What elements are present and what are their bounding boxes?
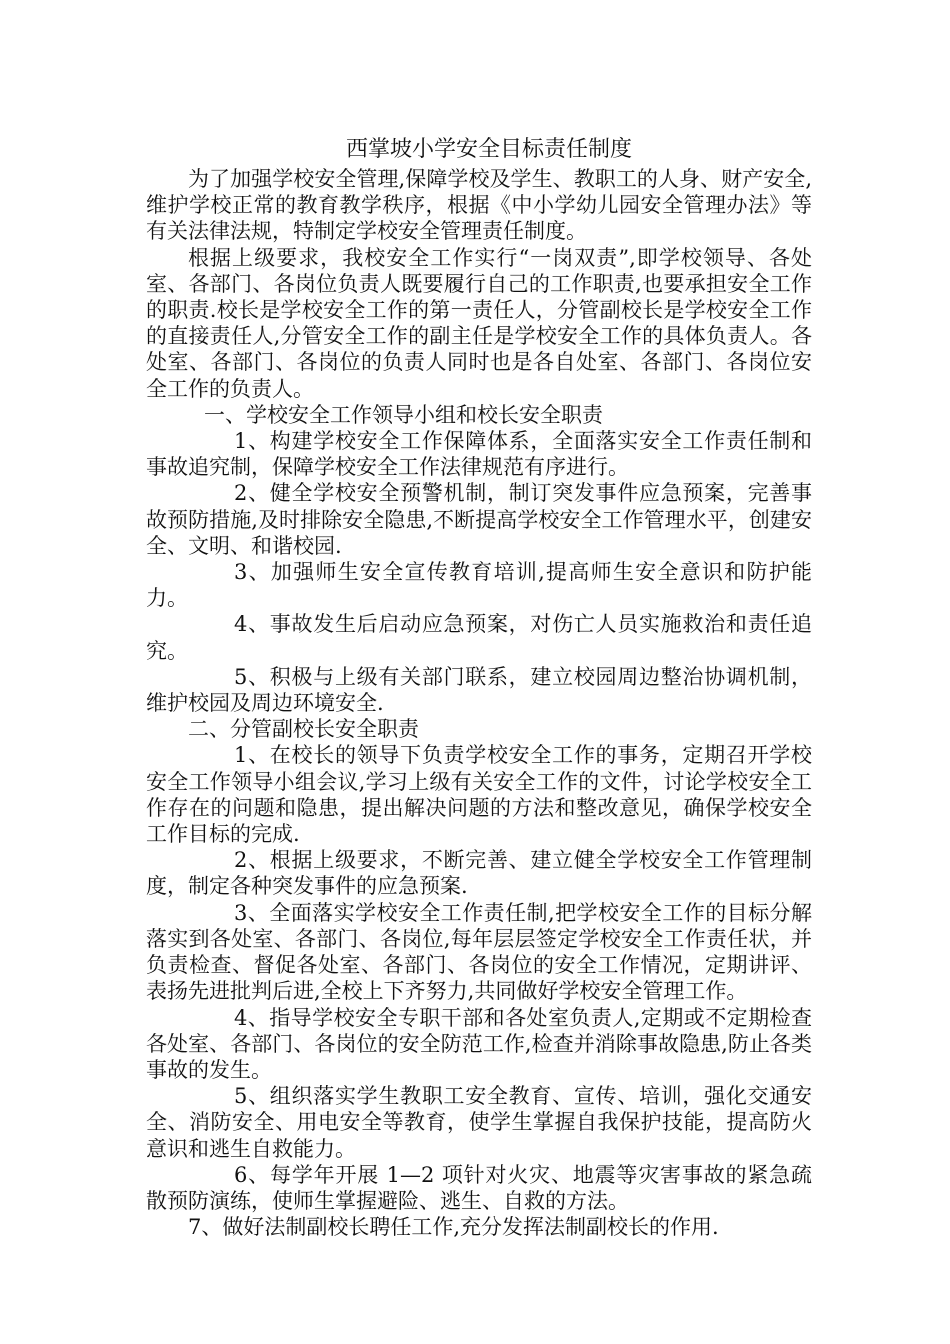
section-2-item-6: 6、每学年开展 1—2 项针对火灾、地震等灾害事故的紧急疏散预防演练，使师生掌握避险、逃生、自救的方法。 bbox=[146, 1162, 812, 1213]
document-page bbox=[146, 134, 812, 1240]
section-1-item-1: 1、构建学校安全工作保障体系，全面落实安全工作责任制和事故追究制，保障学校安全工作法律规范有序进行。 bbox=[146, 429, 812, 480]
section-2-item-5: 5、组织落实学生教职工安全教育、宣传、培训，强化交通安全、消防安全、用电安全等教育，使学生掌握自我保护技能，提高防火意识和逃生自救能力。 bbox=[146, 1084, 812, 1161]
section-2-heading: 二、分管副校长安全职责 bbox=[188, 717, 419, 742]
section-2-item-7: 7、做好法制副校长聘任工作,充分发挥法制副校长的作用. bbox=[188, 1215, 719, 1240]
document-title: 西掌坡小学安全目标责任制度 bbox=[345, 137, 632, 162]
section-1-item-2: 2、健全学校安全预警机制，制订突发事件应急预案，完善事故预防措施,及时排除安全隐患,不断提高学校安全工作管理水平，创建安全、文明、和谐校园. bbox=[146, 481, 812, 558]
section-2-item-4: 4、指导学校安全专职干部和各处室负责人,定期或不定期检查各处室、各部门、各岗位的安全防范工作,检查并消除事故隐患,防止各类事故的发生。 bbox=[146, 1005, 812, 1082]
section-2-item-3: 3、全面落实学校安全工作责任制,把学校安全工作的目标分解落实到各处室、各部门、各岗位,每年层层签定学校安全工作责任状，并负责检查、督促各处室、各部门、各岗位的安全工作情况，定期讲评、表扬先进批判后进,全校上下齐努力,共同做好学校安全管理工作。 bbox=[146, 900, 812, 1004]
section-1-item-4: 4、事故发生后启动应急预案，对伤亡人员实施救治和责任追究。 bbox=[146, 612, 812, 663]
section-2-item-1: 1、在校长的领导下负责学校安全工作的事务，定期召开学校安全工作领导小组会议,学习上级有关安全工作的文件，讨论学校安全工作存在的问题和隐患，提出解决问题的方法和整改意见，确保学校安全工作目标的完成. bbox=[146, 743, 812, 847]
section-1-heading: 一、学校安全工作领导小组和校长安全职责 bbox=[204, 402, 603, 427]
intro-paragraph-2: 根据上级要求，我校安全工作实行“一岗双责”,即学校领导、各处室、各部门、各岗位负责人既要履行自己的工作职责,也要承担安全工作的职责.校长是学校安全工作的第一责任人，分管副校长是学校安全工作的直接责任人,分管安全工作的副主任是学校安全工作的具体负责人。各处室、各部门、各岗位的负责人同时也是各自处室、各部门、各岗位安全工作的负责人。 bbox=[146, 245, 812, 401]
intro-paragraph-1: 为了加强学校安全管理,保障学校及学生、教职工的人身、财产安全,维护学校正常的教育教学秩序，根据《中小学幼儿园安全管理办法》等有关法律法规，特制定学校安全管理责任制度。 bbox=[146, 167, 812, 244]
section-1-item-3: 3、加强师生安全宣传教育培训,提高师生安全意识和防护能力。 bbox=[146, 560, 812, 611]
section-2-item-2: 2、根据上级要求，不断完善、建立健全学校安全工作管理制度，制定各种突发事件的应急预案. bbox=[146, 848, 812, 899]
section-1-item-5: 5、积极与上级有关部门联系，建立校园周边整治协调机制，维护校园及周边环境安全. bbox=[146, 664, 812, 716]
